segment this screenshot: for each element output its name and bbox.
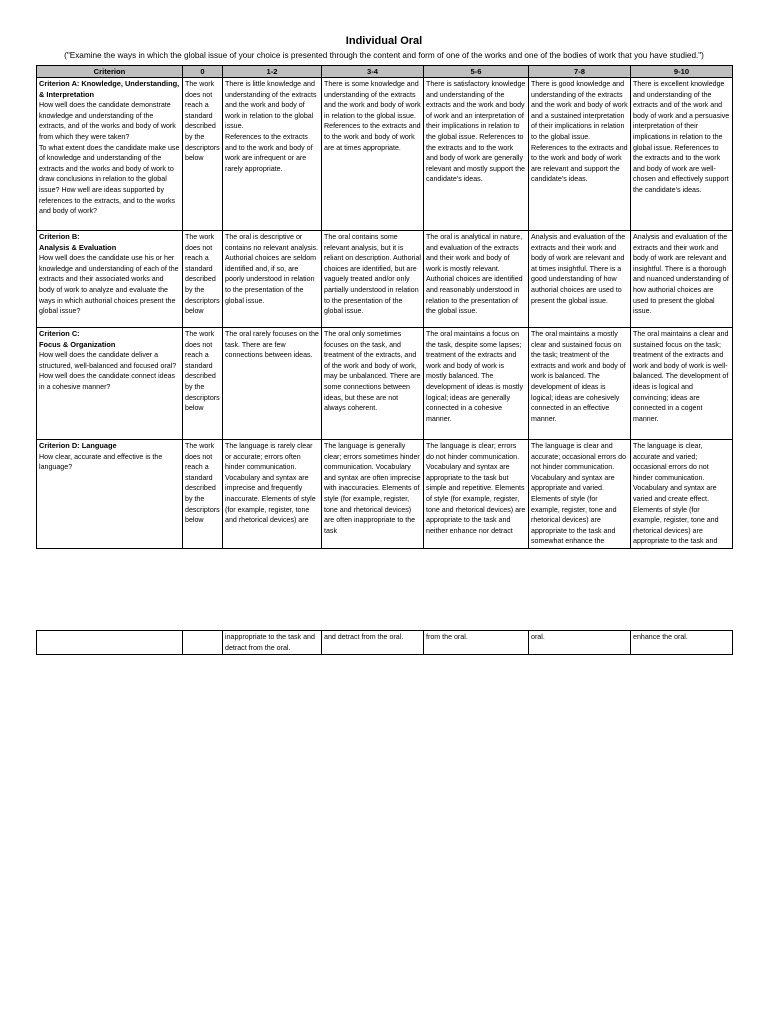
table-row [37, 440, 733, 549]
band-0-cell [183, 631, 223, 655]
band-cell: The oral rarely focuses on the task. There are few connections between ideas. [223, 328, 322, 440]
band-cell: The oral maintains a clear and sustained focus on the task; treatment of the extracts and work and body of work is well-balanced. The development of ideas is logical and convincing; ideas are connected in a cogent manner. [631, 328, 733, 440]
band-0-cell: The work does not reach a standard described by the descriptors below [183, 328, 223, 440]
band-cell: There is good knowledge and understanding of the extracts and the work and body of work and a sustained interpretation of their implications in relation to the global issue. References to the extracts and to the work and body of work are relevant and support the candidate’s ideas. [529, 78, 631, 231]
band-cell: and detract from the oral. [322, 631, 424, 655]
band-cell: There is excellent knowledge and understanding of the extracts and of the work and body of work and a persuasive interpretation of their implications in relation to the global issue. References to the extracts and to the work and body of work are well-chosen and effectively support the candidate’s ideas. [631, 78, 733, 231]
criterion-cell [37, 440, 183, 549]
rubric-header-row [37, 66, 733, 78]
band-cell: The oral maintains a focus on the task, despite some lapses; treatment of the extracts and work and body of work is mostly balanced. The development of ideas is mostly logical; ideas are generally connected in a cohesive manner. [424, 328, 529, 440]
band-cell: The oral is analytical in nature, and evaluation of the extracts and their work and body of work is mostly relevant. Authorial choices are identified and reasonably understood in relation to the presentation of the global issue. [424, 231, 529, 328]
band-cell: The language is rarely clear or accurate; errors often hinder communication. Vocabulary and syntax are imprecise and frequently inaccurate. Elements of style (for example, register, tone and rhetorical devices) are [223, 440, 322, 549]
band-cell: from the oral. [424, 631, 529, 655]
criterion-name: Criterion A: Knowledge, Understanding, & Interpretation [39, 79, 180, 99]
criterion-cell [37, 231, 183, 328]
table-row [37, 78, 733, 231]
band-cell: Analysis and evaluation of the extracts and their work and body of work are relevant and at times insightful. There is a good understanding of how authorial choices are used to present the global issue. [529, 231, 631, 328]
band-cell: There is little knowledge and understanding of the extracts and the work and body of work in relation to the global issue. References to the extracts and to the work and body of work are infrequent or are rarely appropriate. [223, 78, 322, 231]
header-band-5-6: 5-6 [424, 66, 529, 78]
band-cell: The language is clear and accurate; occasional errors do not hinder communication. Vocabulary and syntax are appropriate and varied. Elements of style (for example, register, tone and rhetorical devices) are appropriate to the task and somewhat enhance the [529, 440, 631, 549]
document-title: Individual Oral [345, 35, 423, 47]
header-band-9-10: 9-10 [631, 66, 733, 78]
criterion-description: How well does the candidate demonstrate knowledge and understanding of the extracts, and of the works and body of work from which they were taken? To what extent does the candidate make use of knowledge and understanding of the extracts and the works and body of work to draw conclusions in relation to the global issue? How well are ideas supported by references to the extracts, and to the works and body of work? [39, 101, 180, 216]
band-cell: There is satisfactory knowledge and understanding of the extracts and the work and body of work and an interpretation of their implications in relation to the global issue. References to the extracts and to the work and body of work are generally relevant and mostly support the candidate’s ideas. [424, 78, 529, 231]
document-subtitle: ("Examine the ways in which the global issue of your choice is presented through the content and form of one of the works and one of the bodies of work that you have studied.") [64, 51, 704, 60]
criterion-description: How clear, accurate and effective is the language? [39, 452, 163, 472]
band-0-cell: The work does not reach a standard described by the descriptors below [183, 440, 223, 549]
band-cell: The oral only sometimes focuses on the task, and treatment of the extracts, and of the work and body of work, may be unbalanced. There are some connections between ideas, but these are not always coherent. [322, 328, 424, 440]
band-0-cell: The work does not reach a standard described by the descriptors below [183, 231, 223, 328]
band-cell: The language is clear, accurate and varied; occasional errors do not hinder communication. Vocabulary and syntax are varied and create effect. Elements of style (for example, register, tone and rhetorical devices) are appropriate to the task and [631, 440, 733, 549]
criterion-cell [37, 78, 183, 231]
criterion-name: Criterion B: Analysis & Evaluation [39, 232, 117, 252]
criterion-description: How well does the candidate deliver a structured, well-balanced and focused oral? How well does the candidate connect ideas in a cohesive manner? [39, 351, 177, 391]
band-cell: enhance the oral. [631, 631, 733, 655]
table-row [37, 231, 733, 328]
band-0-cell: The work does not reach a standard described by the descriptors below [183, 78, 223, 231]
band-cell: The language is generally clear; errors sometimes hinder communication. Vocabulary and syntax are often imprecise with inaccuracies. Elements of style (for example, register, tone and rhetorical devices) are often inappropriate to the task [322, 440, 424, 549]
table-row [37, 631, 733, 655]
band-cell: The oral is descriptive or contains no relevant analysis. Authorial choices are seldom identified and, if so, are poorly understood in relation to the presentation of the global issue. [223, 231, 322, 328]
criterion-name: Criterion D: Language [39, 441, 117, 450]
table-row [37, 328, 733, 440]
band-cell: There is some knowledge and understanding of the extracts and the work and body of work in relation to the global issue. References to the extracts and to the work and body of work are at times appropriate. [322, 78, 424, 231]
band-cell: The oral maintains a mostly clear and sustained focus on the task; treatment of the extracts and work and body of work is balanced. The development of ideas is logical; ideas are cohesively connected in an effective manner. [529, 328, 631, 440]
rubric-table [36, 65, 733, 549]
criterion-name: Criterion C: Focus & Organization [39, 329, 116, 349]
criterion-cell [37, 328, 183, 440]
band-cell: oral. [529, 631, 631, 655]
header-criterion: Criterion [37, 66, 183, 78]
band-cell: inappropriate to the task and detract from the oral. [223, 631, 322, 655]
header-band-1-2: 1-2 [223, 66, 322, 78]
band-cell: The language is clear; errors do not hinder communication. Vocabulary and syntax are appropriate to the task but simple and repetitive. Elements of style (for example, register, tone and rhetorical devices) are appropriate to the task and neither enhance nor detract [424, 440, 529, 549]
header-band-3-4: 3-4 [322, 66, 424, 78]
header-band-0: 0 [183, 66, 223, 78]
band-cell: Analysis and evaluation of the extracts and their work and body of work are relevant and insightful. There is a thorough and nuanced understanding of how authorial choices are used to present the global issue. [631, 231, 733, 328]
rubric-table-continuation [36, 630, 733, 655]
band-cell: The oral contains some relevant analysis, but it is reliant on description. Authorial choices are identified, but are vaguely treated and/or only partially understood in relation to the presentation of the global issue. [322, 231, 424, 328]
criterion-cell [37, 631, 183, 655]
header-band-7-8: 7-8 [529, 66, 631, 78]
criterion-description: How well does the candidate use his or her knowledge and understanding of each of the extracts and their associated works and body of work to analyze and evaluate the ways in which authorial choices present the global issue? [39, 254, 179, 316]
